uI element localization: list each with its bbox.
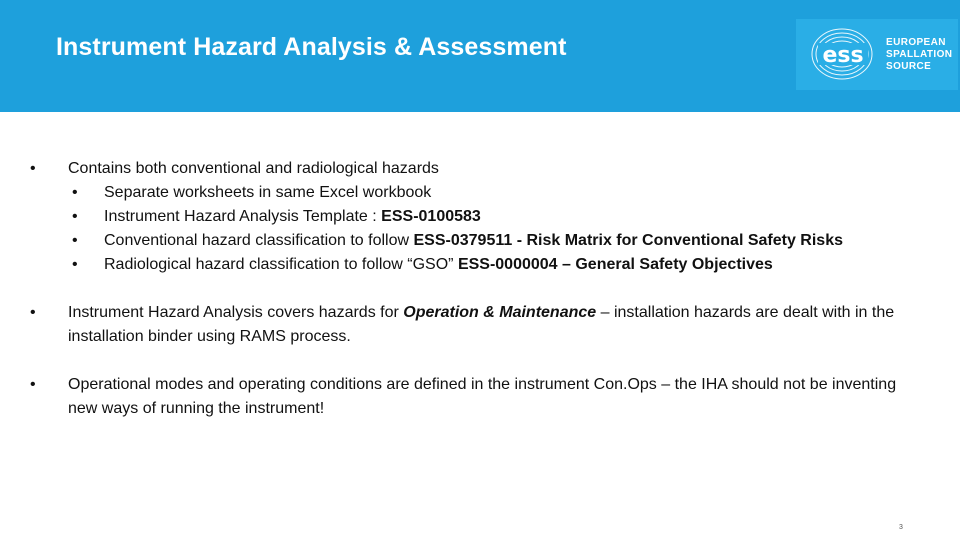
sub-bullet-1: • Separate worksheets in same Excel workbook [30, 181, 910, 205]
logo-wordmark: EUROPEAN SPALLATION SOURCE [886, 37, 953, 72]
bullet-icon: • [72, 232, 78, 249]
svg-text:ess: ess [822, 43, 864, 68]
bullet-icon: • [72, 208, 78, 225]
page-number: 3 [899, 524, 903, 531]
bullet-1: • Contains both conventional and radiological hazards [30, 157, 910, 181]
bullet-2: • Instrument Hazard Analysis covers hazards for Operation & Maintenance – installation hazards are dealt with in the installation binder using RAMS process. [30, 301, 910, 349]
bullet-icon: • [72, 256, 78, 273]
ess-logo [796, 19, 958, 90]
bullet-3: • Operational modes and operating conditions are defined in the instrument Con.Ops – the IHA should not be inventing new ways of running the instrument! [30, 373, 910, 421]
header-bar [0, 0, 960, 112]
bullet-icon: • [30, 304, 36, 321]
bullet-icon: • [30, 160, 36, 177]
sub-bullet-4: • Radiological hazard classification to follow “GSO” ESS-0000004 – General Safety Objectives [30, 253, 910, 277]
bullet-icon: • [72, 184, 78, 201]
sub-bullet-3: • Conventional hazard classification to follow ESS-0379511 - Risk Matrix for Conventional Safety Risks [30, 229, 910, 253]
slide-body [30, 157, 910, 421]
ess-logo-icon [804, 25, 884, 83]
slide-title: Instrument Hazard Analysis & Assessment [56, 33, 567, 61]
bullet-icon: • [30, 376, 36, 393]
sub-bullet-2: • Instrument Hazard Analysis Template : ESS-0100583 [30, 205, 910, 229]
